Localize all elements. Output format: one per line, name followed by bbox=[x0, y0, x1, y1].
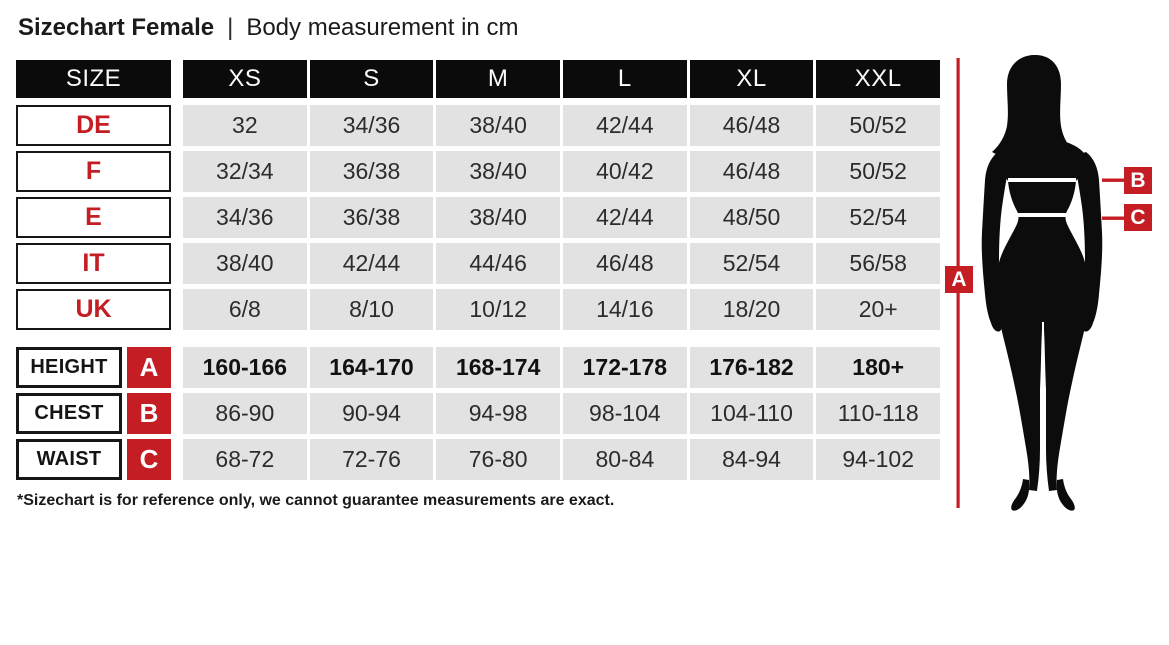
size-value-cell: 36/38 bbox=[310, 151, 434, 192]
measurement-value-cell: 98-104 bbox=[563, 393, 687, 434]
region-label-f: F bbox=[16, 151, 171, 192]
title-separator: | bbox=[227, 14, 234, 41]
measurement-value-cell: 160-166 bbox=[183, 347, 307, 388]
region-label-de: DE bbox=[16, 105, 171, 146]
region-label-uk: UK bbox=[16, 289, 171, 330]
size-value-cell: 32 bbox=[183, 105, 307, 146]
size-row-uk bbox=[16, 289, 940, 330]
measurement-value-cell: 94-102 bbox=[816, 439, 940, 480]
measurement-value-cell: 110-118 bbox=[816, 393, 940, 434]
size-value-cell: 20+ bbox=[816, 289, 940, 330]
measurement-value-cell: 72-76 bbox=[310, 439, 434, 480]
column-header-m: M bbox=[436, 60, 560, 98]
size-value-cell: 42/44 bbox=[310, 243, 434, 284]
page-title bbox=[18, 14, 518, 42]
marker-badge-a: A bbox=[127, 347, 171, 388]
size-header-row bbox=[16, 60, 940, 98]
size-value-cell: 34/36 bbox=[183, 197, 307, 238]
size-value-cell: 18/20 bbox=[690, 289, 814, 330]
size-row-e bbox=[16, 197, 940, 238]
waist-measure-line bbox=[1017, 213, 1067, 217]
size-value-cell: 38/40 bbox=[436, 105, 560, 146]
column-header-xl: XL bbox=[690, 60, 814, 98]
title-subtitle: Body measurement in cm bbox=[246, 14, 519, 41]
chest-measure-line bbox=[1008, 178, 1076, 182]
measurement-value-cell: 164-170 bbox=[310, 347, 434, 388]
size-value-cell: 42/44 bbox=[563, 197, 687, 238]
column-header-xxl: XXL bbox=[816, 60, 940, 98]
size-value-cell: 38/40 bbox=[436, 197, 560, 238]
female-silhouette bbox=[982, 55, 1103, 511]
measurement-value-cell: 86-90 bbox=[183, 393, 307, 434]
size-value-cell: 40/42 bbox=[563, 151, 687, 192]
size-value-cell: 44/46 bbox=[436, 243, 560, 284]
size-value-cell: 36/38 bbox=[310, 197, 434, 238]
size-value-cell: 56/58 bbox=[816, 243, 940, 284]
size-value-cell: 52/54 bbox=[690, 243, 814, 284]
measurement-value-cell: 180+ bbox=[816, 347, 940, 388]
size-value-cell: 50/52 bbox=[816, 151, 940, 192]
size-value-cell: 46/48 bbox=[690, 151, 814, 192]
size-value-cell: 6/8 bbox=[183, 289, 307, 330]
measurement-value-cell: 172-178 bbox=[563, 347, 687, 388]
measurement-row-waist bbox=[16, 439, 940, 480]
measurement-value-cell: 76-80 bbox=[436, 439, 560, 480]
measurement-value-cell: 168-174 bbox=[436, 347, 560, 388]
figure-marker-c: C bbox=[1124, 204, 1152, 231]
measurement-value-cell: 84-94 bbox=[690, 439, 814, 480]
measurement-value-cell: 94-98 bbox=[436, 393, 560, 434]
size-value-cell: 10/12 bbox=[436, 289, 560, 330]
size-value-cell: 34/36 bbox=[310, 105, 434, 146]
size-row-it bbox=[16, 243, 940, 284]
size-value-cell: 32/34 bbox=[183, 151, 307, 192]
measurement-value-cell: 104-110 bbox=[690, 393, 814, 434]
female-silhouette-svg bbox=[940, 50, 1169, 520]
size-value-cell: 38/40 bbox=[183, 243, 307, 284]
figure-marker-b: B bbox=[1124, 167, 1152, 194]
marker-badge-c: C bbox=[127, 439, 171, 480]
chest-marker-tick bbox=[1102, 179, 1126, 182]
column-header-s: S bbox=[310, 60, 434, 98]
title-main: Sizechart Female bbox=[18, 14, 215, 41]
measurement-value-cell: 176-182 bbox=[690, 347, 814, 388]
size-value-cell: 38/40 bbox=[436, 151, 560, 192]
size-value-cell: 50/52 bbox=[816, 105, 940, 146]
size-value-cell: 46/48 bbox=[690, 105, 814, 146]
size-value-cell: 8/10 bbox=[310, 289, 434, 330]
region-label-e: E bbox=[16, 197, 171, 238]
measurement-label-chest: CHEST bbox=[16, 393, 122, 434]
size-value-cell: 52/54 bbox=[816, 197, 940, 238]
size-value-cell: 46/48 bbox=[563, 243, 687, 284]
waist-marker-tick bbox=[1102, 217, 1126, 220]
measurement-label-height: HEIGHT bbox=[16, 347, 122, 388]
size-corner-header: SIZE bbox=[16, 60, 171, 98]
column-header-l: L bbox=[563, 60, 687, 98]
body-measurement-figure bbox=[940, 50, 1169, 520]
size-value-cell: 48/50 bbox=[690, 197, 814, 238]
footnote-text: *Sizechart is for reference only, we cannot guarantee measurements are exact. bbox=[17, 492, 615, 509]
size-value-cell: 14/16 bbox=[563, 289, 687, 330]
size-row-de bbox=[16, 105, 940, 146]
measurement-row-height bbox=[16, 347, 940, 388]
size-value-cell: 42/44 bbox=[563, 105, 687, 146]
measurement-value-cell: 90-94 bbox=[310, 393, 434, 434]
measurement-value-cell: 80-84 bbox=[563, 439, 687, 480]
measurement-value-cell: 68-72 bbox=[183, 439, 307, 480]
measurement-label-waist: WAIST bbox=[16, 439, 122, 480]
marker-badge-b: B bbox=[127, 393, 171, 434]
measurement-row-chest bbox=[16, 393, 940, 434]
column-header-xs: XS bbox=[183, 60, 307, 98]
region-label-it: IT bbox=[16, 243, 171, 284]
size-row-f bbox=[16, 151, 940, 192]
figure-marker-a: A bbox=[945, 266, 973, 293]
